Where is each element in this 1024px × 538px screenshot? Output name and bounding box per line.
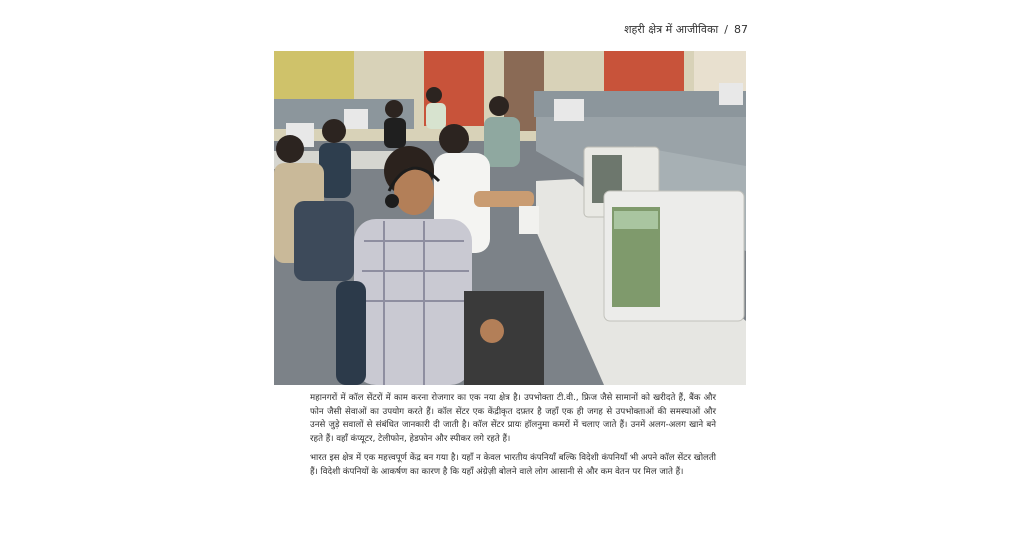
call-center-photo	[274, 51, 746, 385]
page-header	[624, 22, 748, 37]
paragraph-2: भारत इस क्षेत्र में एक महत्त्वपूर्ण केंद्र बन गया है। यहाँ न केवल भारतीय कंपनियाँ बल्कि विदेशी कंपनियाँ भी अपने कॉल सेंटर खोलती हैं। विदेशी कंपनियों के आकर्षण का कारण है कि यहाँ अंग्रेज़ी बोलने वाले लोग आसानी से और कम वेतन पर मिल जाते हैं।	[310, 453, 716, 477]
body-text	[310, 392, 716, 485]
page-number: 87	[734, 23, 748, 36]
chapter-title: शहरी क्षेत्र में आजीविका	[624, 23, 719, 36]
paragraph-1: महानगरों में कॉल सेंटरों में काम करना रोजगार का एक नया क्षेत्र है। उपभोक्ता टी.वी., फ्रिज जैसे सामानों को खरीदते हैं, बैंक और फोन जैसी सेवाओं का उपयोग करते हैं। कॉल सेंटर एक केंद्रीकृत दफ़्तर है जहाँ एक ही जगह से उपभोक्ताओं की समस्याओं और उनसे जुड़े सवालों से संबंधित जानकारी दी जाती है। कॉल सेंटर प्रायः हॉलनुमा कमरों में चलाए जाते हैं। उनमें अलग-अलग खाने बने रहते हैं। वहाँ कंप्यूटर, टेलीफोन, हेडफोन और स्पीकर लगे रहते हैं।	[310, 393, 716, 444]
header-separator: /	[724, 23, 728, 36]
call-center-illustration	[274, 51, 746, 385]
